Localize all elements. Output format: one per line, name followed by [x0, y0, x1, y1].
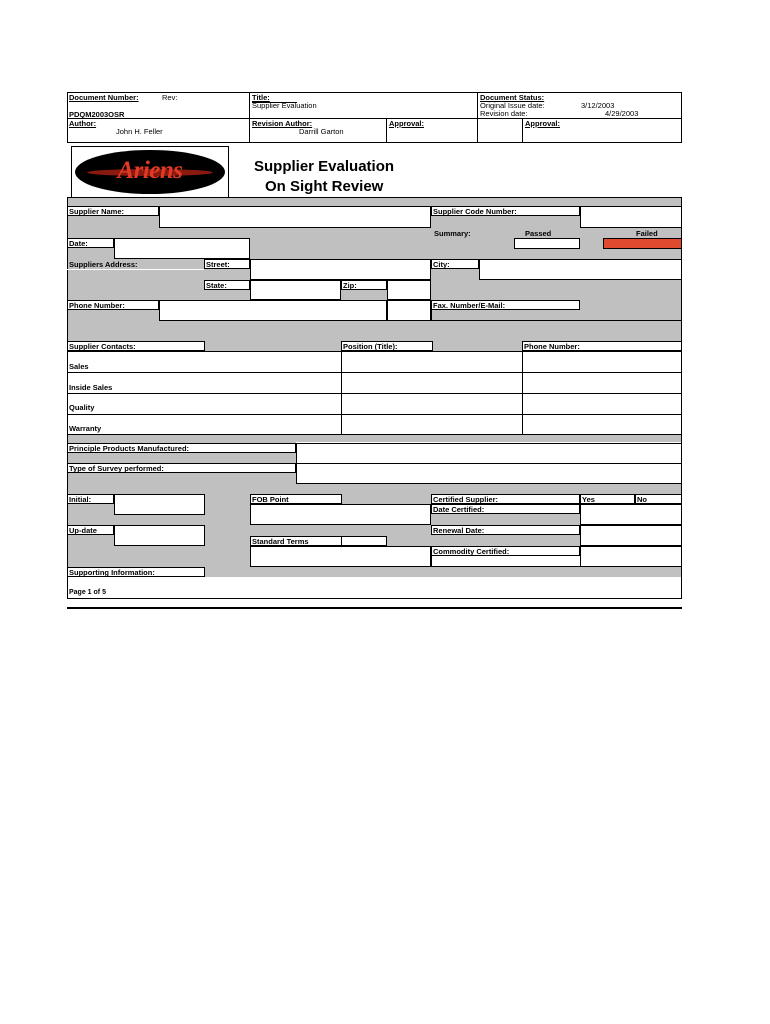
- revision-date: 4/29/2003: [605, 109, 639, 118]
- survey-type-label: Type of Survey performed:: [67, 463, 296, 473]
- fob-point-label: FOB Point: [250, 494, 342, 504]
- rev-label: Rev:: [162, 93, 178, 102]
- zip-input[interactable]: [387, 280, 431, 300]
- page-indicator: Page 1 of 5: [69, 589, 106, 596]
- form-title-line1: Supplier Evaluation: [254, 158, 395, 175]
- revision-author-label: Revision Author:: [252, 119, 313, 128]
- author-name: John H. Feller: [116, 127, 163, 136]
- supplier-code-label: Supplier Code Number:: [431, 206, 580, 216]
- street-input[interactable]: [250, 259, 431, 280]
- date-label: Date:: [67, 238, 114, 248]
- logo-oval: [75, 150, 225, 194]
- street-label: Street:: [204, 259, 250, 269]
- update-input[interactable]: [114, 525, 205, 546]
- logo-wordmark: Ariens: [117, 157, 183, 184]
- header-rule: [67, 118, 682, 119]
- state-label: State:: [204, 280, 250, 290]
- zip-label: Zip:: [341, 280, 387, 290]
- commodity-certified-label: Commodity Certified:: [431, 546, 580, 556]
- doc-number: PDQM2003OSR: [69, 110, 125, 119]
- failed-label: Failed: [636, 229, 658, 238]
- principle-products-input[interactable]: [296, 443, 682, 464]
- header-divider-3: [386, 118, 387, 143]
- principle-products-label: Principle Products Manufactured:: [67, 443, 296, 453]
- failed-box[interactable]: [603, 238, 682, 249]
- approval-label-1: Approval:: [389, 119, 425, 128]
- supplier-name-label: Supplier Name:: [67, 206, 159, 216]
- supplier-contacts-label: Supplier Contacts:: [67, 341, 205, 351]
- renewal-date-label: Renewal Date:: [431, 525, 580, 535]
- form-shade-top: [68, 198, 681, 206]
- revision-date-label: Revision date:: [480, 109, 528, 118]
- contact-warranty: Warranty: [69, 424, 102, 433]
- supporting-info-input[interactable]: [67, 577, 682, 599]
- contact-sales: Sales: [69, 362, 89, 371]
- address-label: Suppliers Address:: [69, 260, 138, 269]
- doc-number-label: Document Number:: [69, 93, 139, 102]
- supplier-name-input[interactable]: [159, 206, 431, 228]
- ariens-logo: [71, 146, 229, 198]
- passed-label: Passed: [525, 229, 552, 238]
- standard-terms-value[interactable]: [341, 536, 387, 546]
- approval-label-2: Approval:: [525, 119, 561, 128]
- bottom-rule: [67, 607, 682, 609]
- document-status-label: Document Status:: [480, 93, 545, 102]
- fob-point-input[interactable]: [250, 504, 431, 525]
- city-label: City:: [431, 259, 479, 269]
- state-input[interactable]: [250, 280, 341, 300]
- city-input[interactable]: [479, 259, 682, 280]
- fax-input[interactable]: [431, 310, 682, 321]
- supporting-info-label: Supporting Information:: [67, 567, 205, 577]
- survey-type-input[interactable]: [296, 463, 682, 484]
- fax-label: Fax. Number/E-Mail:: [431, 300, 580, 310]
- initial-label: Initial:: [67, 494, 114, 504]
- contacts-row-2: [67, 393, 682, 394]
- standard-terms-label: Standard Terms: [250, 536, 342, 546]
- contacts-row-3: [67, 414, 682, 415]
- supplier-code-input[interactable]: [580, 206, 682, 228]
- contacts-col-1: [341, 351, 342, 435]
- date-certified-label: Date Certified:: [431, 504, 580, 514]
- yes-option[interactable]: Yes: [580, 494, 635, 504]
- standard-terms-input[interactable]: [250, 546, 431, 567]
- contacts-col-2: [522, 351, 523, 435]
- initial-input[interactable]: [114, 494, 205, 515]
- update-label: Up-date: [67, 525, 114, 535]
- form-title-line2: On Sight Review: [265, 178, 384, 195]
- summary-label: Summary:: [434, 229, 471, 238]
- contact-phone-label: Phone Number:: [522, 341, 682, 351]
- commodity-certified-extra[interactable]: [580, 546, 682, 567]
- original-issue-date: 3/12/2003: [581, 101, 615, 110]
- doc-title: Supplier Evaluation: [252, 101, 317, 110]
- no-option[interactable]: No: [635, 494, 682, 504]
- author-label: Author:: [69, 119, 97, 128]
- address-underline: [67, 269, 204, 270]
- title-label: Title:: [252, 93, 270, 102]
- phone-ext-input[interactable]: [387, 300, 431, 321]
- original-issue-label: Original Issue date:: [480, 101, 545, 110]
- date-certified-input[interactable]: [580, 504, 682, 525]
- contact-inside-sales: Inside Sales: [69, 383, 113, 392]
- certified-supplier-label: Certified Supplier:: [431, 494, 580, 504]
- date-input[interactable]: [114, 238, 250, 259]
- passed-box[interactable]: [514, 238, 580, 249]
- revision-author: Darrill Garton: [299, 127, 344, 136]
- position-label: Position (Title):: [341, 341, 433, 351]
- contact-quality: Quality: [69, 403, 95, 412]
- phone-label: Phone Number:: [67, 300, 159, 310]
- header-divider-4: [522, 118, 523, 143]
- contacts-row-1: [67, 372, 682, 373]
- renewal-date-input[interactable]: [580, 525, 682, 546]
- phone-input[interactable]: [159, 300, 387, 321]
